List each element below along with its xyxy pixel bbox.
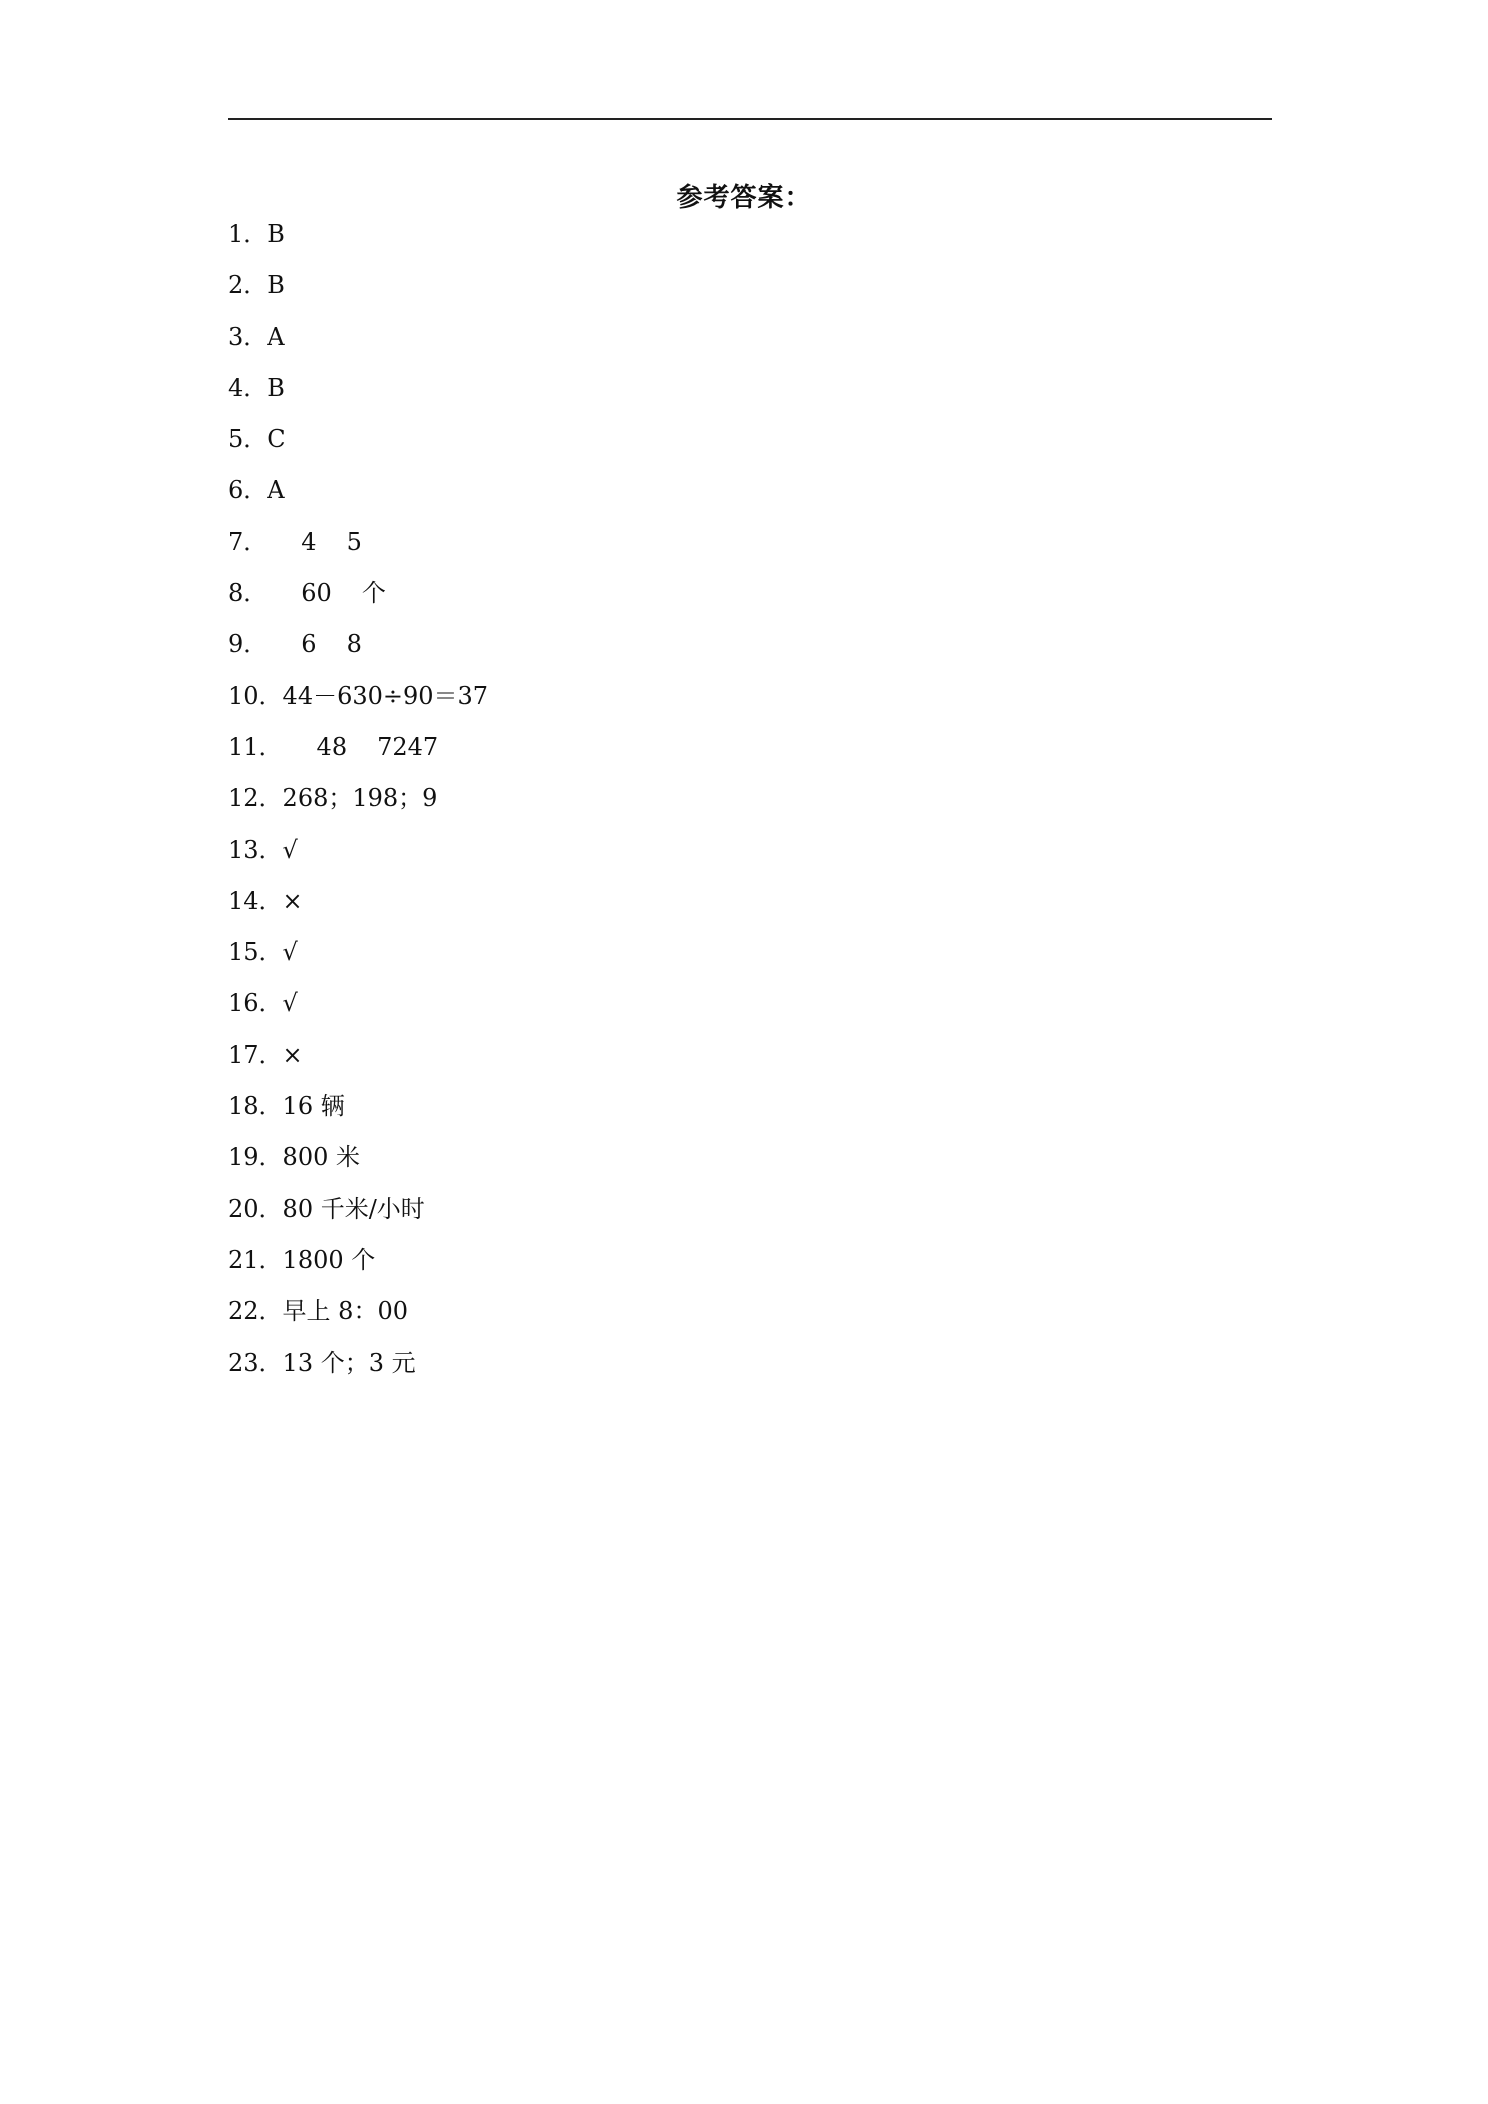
- answer-text: √: [282, 835, 298, 864]
- answer-text: 16 辆: [282, 1092, 345, 1121]
- answer-text: √: [282, 938, 298, 967]
- header-rule: [228, 118, 1272, 120]
- answer-number: 4．: [228, 373, 268, 402]
- answer-blank: 个: [361, 579, 386, 608]
- answer-item: [228, 1293, 488, 1344]
- answer-number: 21．: [228, 1245, 283, 1274]
- answer-text: 268；198；9: [282, 784, 438, 813]
- answer-item: [228, 626, 488, 677]
- answer-item: [228, 1088, 488, 1139]
- answer-number: 10．: [228, 681, 283, 710]
- answer-item: [228, 370, 488, 421]
- answer-item: [228, 678, 488, 729]
- answer-text: C: [267, 425, 286, 454]
- answer-number: 22．: [228, 1297, 283, 1326]
- answer-item: [228, 472, 488, 523]
- answer-text: B: [267, 220, 285, 248]
- answer-text: 800 米: [282, 1143, 360, 1172]
- answer-blank: 7247: [377, 732, 439, 761]
- answer-number: 1．: [228, 220, 268, 248]
- answer-item: [228, 575, 488, 626]
- answer-text: B: [267, 373, 285, 402]
- answer-number: 23．: [228, 1348, 283, 1377]
- answer-item: [228, 1037, 488, 1088]
- answer-item: [228, 421, 488, 472]
- answer-text: 13 个；3 元: [282, 1348, 416, 1377]
- answer-number: 6．: [228, 476, 268, 505]
- answer-blank: 4: [301, 527, 317, 556]
- answer-item: [228, 267, 488, 318]
- answer-number: 14．: [228, 886, 283, 915]
- answer-text: 44－630÷90＝37: [282, 681, 489, 710]
- answer-number: 15．: [228, 938, 283, 967]
- answer-number: 12．: [228, 784, 283, 813]
- answer-text: ×: [282, 1040, 303, 1069]
- answer-item: [228, 729, 488, 780]
- answer-number: 17．: [228, 1040, 283, 1069]
- page-title: 参考答案：: [676, 183, 812, 213]
- answer-text: A: [267, 476, 285, 505]
- answer-number: 19．: [228, 1143, 283, 1172]
- answer-text: ×: [282, 886, 303, 915]
- answer-blank: 8: [346, 630, 362, 659]
- answer-blank: 60: [301, 579, 332, 608]
- answer-text: 早上 8：00: [282, 1297, 408, 1326]
- answer-item: [228, 1345, 488, 1396]
- answer-item: [228, 524, 488, 575]
- answer-list: [228, 216, 488, 1396]
- answer-item: [228, 883, 488, 934]
- answer-item: [228, 216, 488, 267]
- answer-item: [228, 1242, 488, 1293]
- answer-number: 9．: [228, 630, 268, 659]
- answer-text: 1800 个: [282, 1245, 376, 1274]
- answer-number: 13．: [228, 835, 283, 864]
- answer-number: 8．: [228, 579, 268, 608]
- answer-blank: 5: [346, 527, 362, 556]
- answer-item: [228, 780, 488, 831]
- answer-blank: 48: [316, 732, 348, 761]
- answer-text: A: [267, 322, 285, 351]
- answer-blank: 6: [301, 630, 317, 659]
- answer-number: 5．: [228, 425, 268, 454]
- answer-item: [228, 1139, 488, 1190]
- answer-item: [228, 985, 488, 1036]
- answer-text: B: [267, 271, 285, 300]
- answer-number: 2．: [228, 271, 268, 300]
- answer-number: 3．: [228, 322, 268, 351]
- answer-number: 20．: [228, 1194, 283, 1223]
- answer-item: [228, 934, 488, 985]
- answer-text: 80 千米/小时: [282, 1194, 425, 1223]
- answer-item: [228, 1191, 488, 1242]
- answer-number: 16．: [228, 989, 283, 1018]
- answer-item: [228, 319, 488, 370]
- answer-number: 11．: [228, 732, 283, 761]
- answer-text: √: [282, 989, 298, 1018]
- answer-item: [228, 832, 488, 883]
- answer-number: 7．: [228, 527, 268, 556]
- answer-number: 18．: [228, 1092, 283, 1121]
